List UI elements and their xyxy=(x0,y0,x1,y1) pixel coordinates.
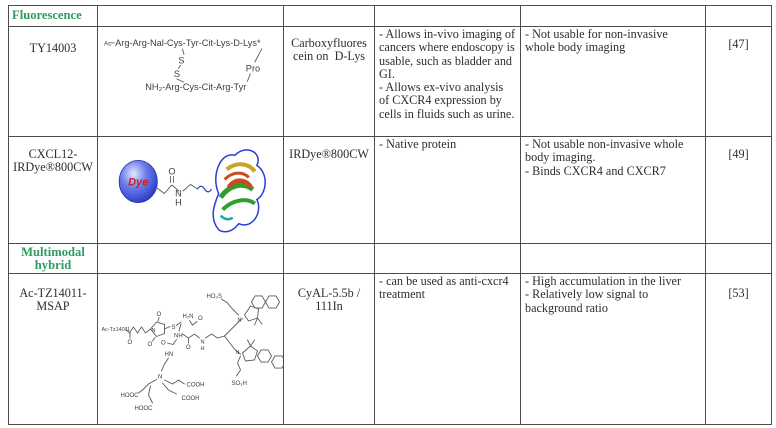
advantage-item: - can be used as anti-cxcr4 treatment xyxy=(379,274,509,302)
hub-n: N xyxy=(158,374,163,381)
amide-h-label: H xyxy=(175,197,182,208)
ty14003-label-cell xyxy=(284,27,375,137)
reference-number: [53] xyxy=(728,286,749,300)
flexible-tail-squiggle xyxy=(198,186,212,192)
msap-disadvantages-cell xyxy=(521,274,706,425)
compound-name: MSAP xyxy=(36,299,70,314)
amide-hn: HN xyxy=(164,352,174,358)
dye-label-line: IRDye®800CW xyxy=(289,147,369,161)
dye-label-line: CyAL-5.5b / xyxy=(297,286,361,300)
msap-label-cell xyxy=(284,274,375,425)
reference-number: [47] xyxy=(728,37,749,51)
benzo-ring xyxy=(272,356,284,368)
amide-n-label: N xyxy=(175,188,182,199)
row-cxcl12 xyxy=(9,137,772,244)
benzo-ring xyxy=(266,296,280,308)
row-msap xyxy=(9,274,772,425)
dye-protein-conjugate-drawing xyxy=(98,137,283,243)
alkyl-chain xyxy=(222,299,239,315)
disulfide-s-top: S xyxy=(178,55,185,66)
ribbon-strand-green xyxy=(223,200,255,209)
gem-dimethyl xyxy=(258,318,263,324)
disadvantage-item: - Not usable for non-invasive whole body imaging xyxy=(525,27,668,55)
section-title-multimodal: Multimodal xyxy=(21,245,85,259)
bond-line xyxy=(168,343,174,345)
empty-cell xyxy=(521,244,706,274)
advantage-item: - Allows in-vivo imaging of cancers where endoscopy is usable, such as bladder and GI. xyxy=(379,27,516,81)
maleimide-n: N xyxy=(151,328,156,334)
ty14003-reference-cell xyxy=(706,27,772,137)
ring-o: O xyxy=(156,312,162,318)
ribbon-strand-red xyxy=(225,173,249,179)
bond-line xyxy=(173,340,177,345)
ribbon-strand-gold xyxy=(227,164,255,171)
benzo-ring xyxy=(258,350,272,362)
bond-line xyxy=(247,74,250,82)
section-title-fluorescence: Fluorescence xyxy=(12,8,82,22)
proline-label: Pro xyxy=(245,63,261,74)
bond-line xyxy=(190,321,193,326)
sulfonate-label: SO₃H xyxy=(231,381,247,387)
acetyl-label: Ac xyxy=(104,40,112,48)
ty14003-advantages-cell xyxy=(375,27,521,137)
bond-line xyxy=(179,324,181,331)
ty14003-disadvantages-cell xyxy=(521,27,706,137)
carbonyl-o: O xyxy=(186,345,191,351)
indole-n: N xyxy=(235,350,240,356)
empty-cell xyxy=(284,244,375,274)
chain-n: N xyxy=(200,339,205,346)
carbonyl-o: O xyxy=(198,316,203,322)
ty14003-structure-cell xyxy=(98,27,284,137)
dye-sphere-label: Dye xyxy=(128,176,149,189)
row-ty14003 xyxy=(9,27,772,137)
carbonyl-o: O xyxy=(127,340,133,346)
disadvantage-item: - High accumulation in the liver xyxy=(525,274,682,288)
reference-number: [49] xyxy=(728,147,749,161)
dye-label-line: Carboxyfluores xyxy=(291,36,367,50)
section-cell-fluorescence xyxy=(9,6,98,27)
msap-reference-cell xyxy=(706,274,772,425)
disadvantage-item: - Not usable non-invasive whole body imaging. xyxy=(525,137,684,165)
carbonyl-o-label: O xyxy=(168,166,176,177)
carboxyl-arm xyxy=(149,386,153,403)
empty-cell xyxy=(98,244,284,274)
cxcl12-label-cell xyxy=(284,137,375,244)
empty-cell xyxy=(375,244,521,274)
benzo-ring xyxy=(252,296,266,308)
bond-line xyxy=(255,49,262,62)
carbonyl-o: O xyxy=(161,340,166,347)
quaternary-n: N⁺ xyxy=(237,317,245,324)
linker-bond xyxy=(156,185,171,193)
peptide-sequence-bottom: NH₂-Arg-Cys-Cit-Arg-Tyr xyxy=(145,82,247,93)
msap-advantages-cell xyxy=(375,274,521,425)
gem-dimethyl xyxy=(248,340,251,346)
carboxyl-label: HOOC xyxy=(120,393,139,399)
cxcl12-structure-cell xyxy=(98,137,284,244)
empty-cell xyxy=(706,6,772,27)
peptide-structure-drawing xyxy=(98,27,283,136)
chain-h: H xyxy=(200,346,205,352)
linker-bond xyxy=(183,184,198,191)
carboxyl-arm xyxy=(139,380,157,394)
disadvantage-item: - Relatively low signal to background ratio xyxy=(525,287,649,315)
bond-line xyxy=(165,327,171,330)
peptide-sequence-top: Arg-Arg-Nal-Cys-Tyr-Cit-Lys-D-Lys* xyxy=(115,37,261,48)
bond-line xyxy=(162,358,169,371)
compound-name: TY14003 xyxy=(29,41,77,55)
carboxyl-arm xyxy=(165,380,185,384)
thioether-s: S xyxy=(171,325,176,331)
empty-cell xyxy=(284,6,375,27)
empty-cell xyxy=(98,6,284,27)
carboxyl-label: COOH xyxy=(181,396,200,402)
compound-name: IRDye®800CW xyxy=(13,160,93,175)
gem-dimethyl xyxy=(251,340,255,346)
peptide-tag-label: Ac-Tz14011 xyxy=(101,327,131,333)
cxcl12-name-cell xyxy=(9,137,98,244)
section-row-fluorescence xyxy=(9,6,772,27)
section-row-multimodal xyxy=(9,244,772,274)
ring-o: O xyxy=(147,342,153,348)
dye-label-line: cein on D-Lys xyxy=(292,49,366,64)
compound-name: CXCL12- xyxy=(28,147,78,161)
indolenine-ring-lower xyxy=(243,346,258,361)
amide-nh: NH xyxy=(174,333,183,340)
carboxyl-arm xyxy=(163,383,177,394)
advantage-item: - Native protein xyxy=(379,137,457,151)
double-bond xyxy=(158,318,159,322)
cxcl12-disadvantages-cell xyxy=(521,137,706,244)
bond-line xyxy=(182,49,184,55)
ribbon-strand-teal xyxy=(221,216,233,220)
compound-comparison-table xyxy=(8,5,772,425)
ribbon-loop xyxy=(213,150,265,232)
disulfide-s-bottom: S xyxy=(173,68,181,79)
advantage-item: - Allows ex-vivo analysis of CXCR4 expression by cells in fluids such as urine. xyxy=(379,80,515,121)
double-bond xyxy=(153,338,156,342)
ribbon-helix-green xyxy=(221,185,253,197)
amine-label: H₂N xyxy=(182,314,194,320)
empty-cell xyxy=(706,244,772,274)
carboxyl-label: COOH xyxy=(186,382,205,389)
carboxyl-label: HOOC xyxy=(134,406,153,412)
alkyl-chain xyxy=(206,334,225,338)
msap-name-cell xyxy=(9,274,98,425)
protein-ribbon-diagram xyxy=(213,150,265,232)
compound-name: Ac-TZ14011- xyxy=(19,286,87,300)
cxcl12-advantages-cell xyxy=(375,137,521,244)
msap-structure-drawing xyxy=(98,274,283,424)
bond-line xyxy=(193,322,198,326)
sulfonate-label: HO₃S xyxy=(206,294,222,300)
alkyl-chain xyxy=(183,334,200,338)
ty14003-name-cell xyxy=(9,27,98,137)
msap-structure-cell xyxy=(98,274,284,425)
empty-cell xyxy=(375,6,521,27)
dye-label-line: 111In xyxy=(315,299,343,314)
empty-cell xyxy=(521,6,706,27)
cxcl12-reference-cell xyxy=(706,137,772,244)
section-title-multimodal: hybrid xyxy=(34,257,72,272)
alkyl-chain xyxy=(237,356,241,376)
disadvantage-item: - Binds CXCR4 and CXCR7 xyxy=(525,163,666,178)
section-cell-multimodal xyxy=(9,244,98,274)
